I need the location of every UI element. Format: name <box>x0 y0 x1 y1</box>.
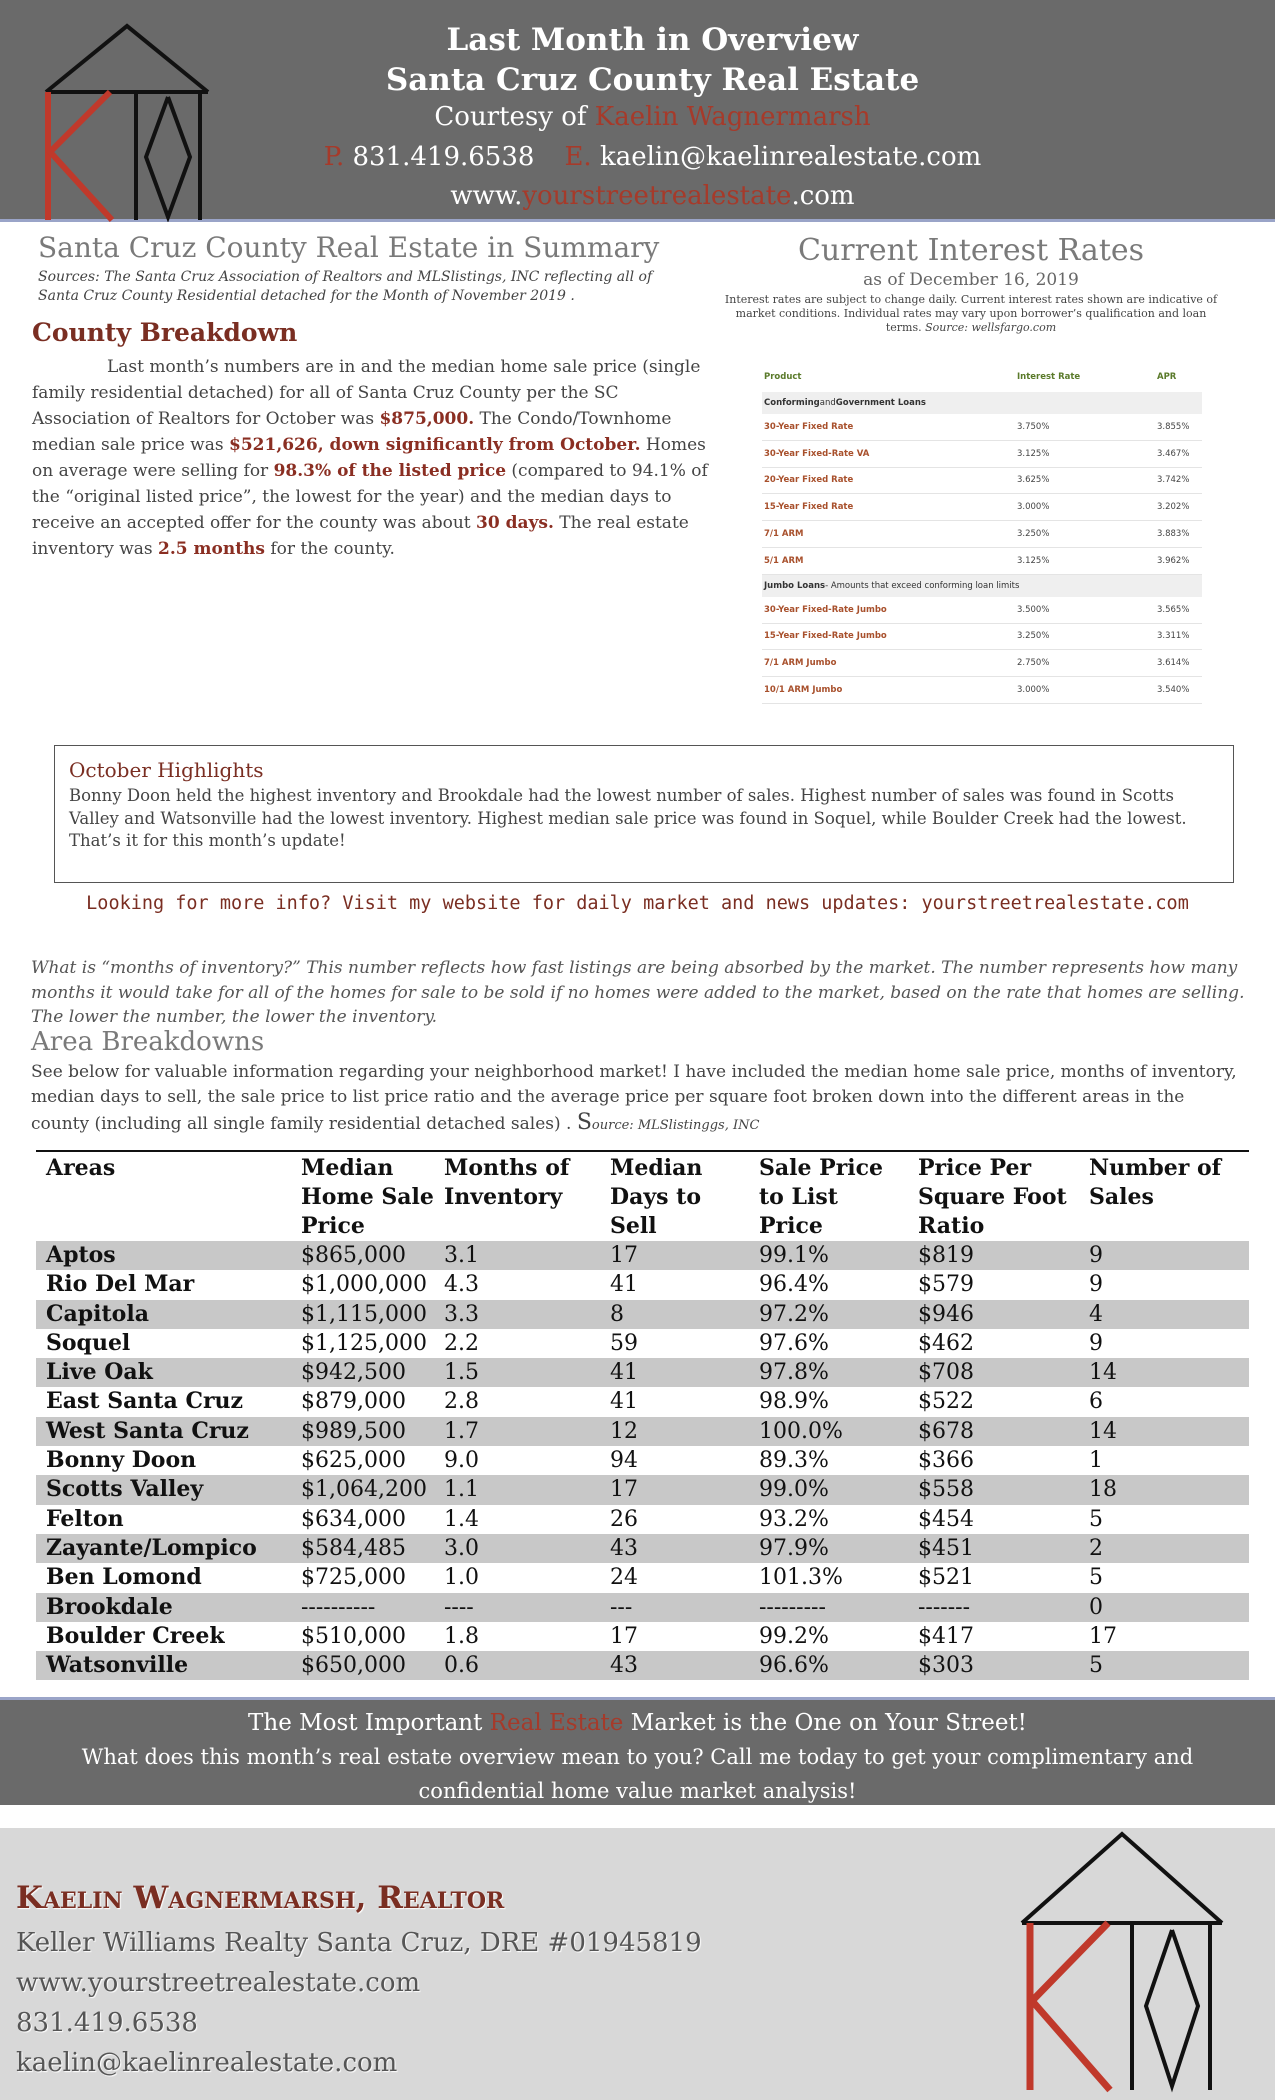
months-inventory: 1.0 <box>444 1565 479 1591</box>
table-row <box>36 1475 1249 1504</box>
highlights-title: October Highlights <box>69 758 264 782</box>
median-days: 59 <box>610 1330 638 1356</box>
rate-product: 5/1 ARM <box>764 555 804 566</box>
col-price-per-sqft: Price Per Square Foot Ratio <box>918 1155 1067 1239</box>
table-row <box>36 1300 1249 1329</box>
sale-to-list: 97.8% <box>749 1358 908 1387</box>
sale-to-list: 89.3% <box>759 1448 829 1474</box>
table-header-row <box>36 1152 1249 1241</box>
months-inventory: ---- <box>434 1593 600 1622</box>
summary-sources: Sources: The Santa Cruz Association of Realtors and MLSlistings, INC reflecting all of Santa Cruz County Residential detached for the Month of November 2019 . <box>38 269 653 304</box>
area-name: Watsonville <box>36 1651 291 1680</box>
median-price: $650,000 <box>291 1651 434 1680</box>
rate-row <box>762 521 1202 548</box>
rate-row <box>762 624 1202 651</box>
area-breakdown-table <box>36 1152 1249 1680</box>
rates-section1-rows <box>762 414 1202 575</box>
rate-apr: 3.540% <box>1157 685 1190 696</box>
footer-name: Kaelin Wagnermarsh, Realtor <box>16 1880 505 1916</box>
inventory-note: What is “months of inventory?” This number reflects how fast listings are being absorbed by the market. The number represents how many months it would take for all of the homes for sale to be sold if no homes were added to the market, based on the rate that homes are selling. The lower the number, the lower the inventory. <box>31 958 1245 1027</box>
area-name: Brookdale <box>36 1593 291 1622</box>
rates-as-of: as of December 16, 2019 <box>863 270 1079 290</box>
rate-product: 7/1 ARM <box>764 529 804 540</box>
median-price: $1,064,200 <box>291 1475 434 1504</box>
footer-brokerage: Keller Williams Realty Santa Cruz, DRE #01945819 <box>16 1928 702 1958</box>
median-price: $510,000 <box>301 1623 406 1649</box>
median-price: $1,115,000 <box>291 1300 434 1329</box>
months-inventory: 3.3 <box>434 1300 600 1329</box>
rates-section-jumbo: Jumbo Loans - Amounts that exceed conforming loan limits <box>762 575 1202 597</box>
median-price: ---------- <box>291 1593 434 1622</box>
rate-product: 20-Year Fixed Rate <box>764 475 854 486</box>
months-inventory: 1.7 <box>434 1417 600 1446</box>
number-sales: 1 <box>1089 1448 1103 1474</box>
price-per-sqft: $819 <box>908 1241 1079 1270</box>
area-name: Aptos <box>36 1241 291 1270</box>
median-price: $865,000 <box>291 1241 434 1270</box>
rate-product: 30-Year Fixed Rate <box>764 421 854 432</box>
price-per-sqft: $451 <box>908 1534 1079 1563</box>
median-price: $989,500 <box>291 1417 434 1446</box>
months-inventory: 3.0 <box>434 1534 600 1563</box>
header-title-1: Last Month in Overview <box>446 22 859 58</box>
web-suffix: .com <box>791 181 855 211</box>
median-days: 24 <box>610 1565 638 1591</box>
rate-product: 10/1 ARM Jumbo <box>764 685 843 696</box>
rates-section2-rows <box>762 597 1202 704</box>
rate-row <box>762 468 1202 495</box>
header-title-2: Santa Cruz County Real Estate <box>385 62 920 98</box>
rate-apr: 3.614% <box>1157 658 1190 669</box>
price-per-sqft: $558 <box>908 1475 1079 1504</box>
highlights-body: Bonny Doon held the highest inventory and Brookdale had the lowest number of sales. Highest number of sales was found in Scotts Valley and Watsonville had the lowest inventory. Highest median sale price was found in Soquel, while Boulder Creek had the lowest. That’s it for this month’s update! <box>69 786 1187 850</box>
rates-source: Source: wellsfargo.com <box>925 321 1057 334</box>
table-row <box>36 1446 1249 1475</box>
area-table-body <box>36 1241 1249 1680</box>
footer-contact-card <box>0 1828 1275 2100</box>
months-inventory: 1.1 <box>434 1475 600 1504</box>
rate-value: 2.750% <box>1017 658 1050 669</box>
areas-intro: See below for valuable information regarding your neighborhood market! I have included the median home sale price, months of inventory, median days to sell, the sale price to list price ratio and the average price per square foot broken down into the different areas in the county (including all single family residential detached sales) . Source: MLSlistinggs, INC <box>31 1062 1237 1135</box>
header-phone: 831.419.6538 <box>344 142 535 172</box>
median-days: 17 <box>600 1475 749 1504</box>
rates-disclaimer: Interest rates are subject to change daily. Current interest rates shown are indicative of market conditions. Individual rates may vary upon borrower’s qualification and loan terms. Source: wellsfargo.com <box>724 293 1218 334</box>
area-name: Soquel <box>46 1329 131 1356</box>
rate-apr: 3.311% <box>1157 631 1190 642</box>
area-name: Capitola <box>36 1300 291 1329</box>
sale-to-list: 97.2% <box>749 1300 908 1329</box>
days-highlight: 30 days. <box>476 513 554 533</box>
sale-to-list: 100.0% <box>749 1417 908 1446</box>
number-sales: 14 <box>1079 1417 1249 1446</box>
rates-title: Current Interest Rates <box>797 233 1145 268</box>
table-row <box>36 1505 1249 1534</box>
median-days: 94 <box>610 1448 638 1474</box>
number-sales: 5 <box>1089 1506 1103 1532</box>
rate-apr: 3.202% <box>1157 502 1190 513</box>
more-info-link[interactable]: Looking for more info? Visit my website for daily market and news updates: yourstreetrealestate.com <box>86 893 1189 914</box>
median-price: $942,500 <box>291 1358 434 1387</box>
median-days: 8 <box>600 1300 749 1329</box>
rates-table <box>762 362 1202 704</box>
area-name: Live Oak <box>36 1358 291 1387</box>
sale-to-list: 99.1% <box>749 1241 908 1270</box>
sale-to-list: 96.6% <box>749 1651 908 1680</box>
sale-to-list: 101.3% <box>759 1565 843 1591</box>
sale-to-list: --------- <box>749 1593 908 1622</box>
median-days: 43 <box>600 1534 749 1563</box>
rate-row <box>762 494 1202 521</box>
sale-to-list: 99.0% <box>749 1475 908 1504</box>
area-name: Bonny Doon <box>46 1447 197 1474</box>
table-row <box>36 1622 1249 1651</box>
courtesy-name: Kaelin Wagnermarsh <box>594 102 871 132</box>
number-sales: 18 <box>1079 1475 1249 1504</box>
list-price-highlight: 98.3% of the listed price <box>273 461 507 481</box>
area-name: Rio Del Mar <box>46 1271 195 1298</box>
kw-house-logo-footer <box>1020 1828 1225 2093</box>
rate-product: 15-Year Fixed Rate <box>764 502 854 513</box>
number-sales: 5 <box>1089 1565 1103 1591</box>
price-per-sqft: $521 <box>918 1565 974 1591</box>
price-per-sqft: $708 <box>908 1358 1079 1387</box>
price-per-sqft: $579 <box>918 1272 974 1298</box>
rate-value: 3.000% <box>1017 502 1050 513</box>
col-apr: APR <box>1157 372 1177 382</box>
median-days: 41 <box>610 1389 638 1415</box>
county-breakdown-title: County Breakdown <box>32 318 298 347</box>
phone-label: P. <box>323 142 345 172</box>
price-per-sqft: $522 <box>918 1389 974 1415</box>
area-name: Zayante/Lompico <box>36 1534 291 1563</box>
col-median-price: Median Home Sale Price <box>301 1155 434 1239</box>
area-name: Scotts Valley <box>36 1475 291 1504</box>
header-email[interactable]: kaelin@kaelinrealestate.com <box>591 142 982 172</box>
median-days: 12 <box>600 1417 749 1446</box>
median-price: $634,000 <box>301 1506 406 1532</box>
rate-row <box>762 414 1202 441</box>
number-sales: 0 <box>1079 1593 1249 1622</box>
inventory-highlight: 2.5 months <box>158 539 265 559</box>
rate-apr: 3.962% <box>1157 555 1190 566</box>
months-inventory: 3.1 <box>434 1241 600 1270</box>
number-sales: 9 <box>1079 1241 1249 1270</box>
rates-header-row <box>762 362 1202 392</box>
sale-to-list: 98.9% <box>759 1389 829 1415</box>
median-price: $879,000 <box>301 1389 406 1415</box>
area-name: Ben Lomond <box>46 1564 202 1591</box>
courtesy-prefix: Courtesy of <box>434 102 595 132</box>
number-sales: 17 <box>1089 1623 1117 1649</box>
number-sales: 4 <box>1079 1300 1249 1329</box>
price-per-sqft: $946 <box>908 1300 1079 1329</box>
areas-title: Area Breakdowns <box>31 1027 265 1057</box>
table-row <box>36 1241 1249 1270</box>
rate-value: 3.125% <box>1017 555 1050 566</box>
rate-apr: 3.742% <box>1157 475 1190 486</box>
rate-product: 30-Year Fixed-Rate Jumbo <box>764 604 887 615</box>
county-breakdown-text: Last month’s numbers are in and the median home sale price (single family residential detached) for all of Santa Cruz County per the SC Association of Realtors for October was $875,000. The Condo/Townhome median sale price was $521,626, down significantly from October. Homes on average were selling for 98.3% of the listed price (compared to 94.1% of the “original listed price”, the lowest for the year) and the median days to receive an accepted offer for the county was about 30 days. The real estate inventory was 2.5 months for the county. <box>32 357 708 559</box>
area-name: Felton <box>46 1505 124 1532</box>
median-days: 41 <box>600 1358 749 1387</box>
median-price: $1,125,000 <box>301 1330 427 1356</box>
months-inventory: 9.0 <box>444 1448 479 1474</box>
rate-value: 3.750% <box>1017 421 1050 432</box>
area-name: Boulder Creek <box>46 1622 225 1649</box>
table-row <box>36 1593 1249 1622</box>
months-inventory: 2.2 <box>444 1330 479 1356</box>
footer-website[interactable]: www.yourstreetrealestate.com <box>16 1968 421 1998</box>
footer-phone[interactable]: 831.419.6538 <box>16 2008 198 2038</box>
price-per-sqft: $462 <box>918 1330 974 1356</box>
table-row <box>36 1387 1249 1416</box>
table-row <box>36 1534 1249 1563</box>
col-product: Product <box>764 372 802 382</box>
median-days: 41 <box>610 1272 638 1298</box>
col-months-inventory: Months of Inventory <box>444 1155 570 1210</box>
price-per-sqft: $678 <box>908 1417 1079 1446</box>
median-days: 43 <box>600 1651 749 1680</box>
median-days: 26 <box>610 1506 638 1532</box>
col-number-sales: Number of Sales <box>1089 1155 1222 1210</box>
rate-value: 3.250% <box>1017 529 1050 540</box>
summary-title: Santa Cruz County Real Estate in Summary <box>38 231 660 264</box>
rate-apr: 3.855% <box>1157 421 1190 432</box>
rate-apr: 3.565% <box>1157 604 1190 615</box>
number-sales: 9 <box>1089 1330 1103 1356</box>
table-row <box>36 1417 1249 1446</box>
months-inventory: 1.8 <box>444 1623 479 1649</box>
rate-row <box>762 548 1202 575</box>
number-sales: 5 <box>1079 1651 1249 1680</box>
rates-section-conforming: Conforming and Government Loans <box>762 392 1202 414</box>
median-days: 17 <box>610 1623 638 1649</box>
price-per-sqft: $303 <box>908 1651 1079 1680</box>
rate-row <box>762 597 1202 624</box>
sale-to-list: 99.2% <box>759 1623 829 1649</box>
number-sales: 14 <box>1079 1358 1249 1387</box>
price-per-sqft: $366 <box>918 1448 974 1474</box>
cta-band <box>0 1697 1275 1805</box>
web-name: yourstreetrealestate <box>522 181 792 211</box>
rate-row <box>762 441 1202 468</box>
sale-to-list: 97.6% <box>759 1330 829 1356</box>
october-highlights-box <box>54 745 1234 883</box>
median-price: $625,000 <box>301 1448 406 1474</box>
cta-line-1: The Most Important Real Estate Market is the One on Your Street! <box>248 1710 1027 1736</box>
median-price: $584,485 <box>291 1534 434 1563</box>
table-row <box>36 1329 1249 1358</box>
rate-apr: 3.883% <box>1157 529 1190 540</box>
header-banner <box>0 0 1275 222</box>
rate-value: 3.500% <box>1017 604 1050 615</box>
area-name: West Santa Cruz <box>36 1417 291 1446</box>
median-price-highlight: $875,000. <box>379 409 475 429</box>
price-per-sqft: ------- <box>908 1593 1079 1622</box>
table-row <box>36 1651 1249 1680</box>
cta-line-2: What does this month’s real estate overview mean to you? Call me today to get your complimentary and confidential home value market analysis! <box>81 1745 1194 1803</box>
months-inventory: 4.3 <box>444 1272 479 1298</box>
col-rate: Interest Rate <box>1017 372 1081 382</box>
months-inventory: 2.8 <box>444 1389 479 1415</box>
table-row <box>36 1358 1249 1387</box>
areas-source: ource: MLSlistinggs, INC <box>591 1118 760 1133</box>
col-median-days: Median Days to Sell <box>610 1155 703 1239</box>
number-sales: 2 <box>1079 1534 1249 1563</box>
col-sale-to-list: Sale Price to List Price <box>759 1155 884 1239</box>
median-days: --- <box>600 1593 749 1622</box>
rate-product: 15-Year Fixed-Rate Jumbo <box>764 631 887 642</box>
email-label: E. <box>564 142 592 172</box>
median-days: 17 <box>600 1241 749 1270</box>
rate-row <box>762 677 1202 704</box>
sale-to-list: 93.2% <box>759 1506 829 1532</box>
median-price: $1,000,000 <box>301 1272 427 1298</box>
footer-email[interactable]: kaelin@kaelinrealestate.com <box>16 2048 398 2078</box>
table-row <box>36 1563 1249 1592</box>
rate-value: 3.250% <box>1017 631 1050 642</box>
months-inventory: 0.6 <box>434 1651 600 1680</box>
number-sales: 9 <box>1089 1272 1103 1298</box>
col-areas: Areas <box>46 1155 116 1181</box>
rate-apr: 3.467% <box>1157 448 1190 459</box>
median-price: $725,000 <box>301 1565 406 1591</box>
price-per-sqft: $417 <box>918 1623 974 1649</box>
months-inventory: 1.4 <box>444 1506 479 1532</box>
rate-value: 3.000% <box>1017 685 1050 696</box>
sale-to-list: 96.4% <box>759 1272 829 1298</box>
number-sales: 6 <box>1089 1389 1103 1415</box>
rate-product: 30-Year Fixed-Rate VA <box>764 448 870 459</box>
web-prefix: www. <box>450 181 523 211</box>
header-courtesy <box>300 102 1005 132</box>
rate-value: 3.125% <box>1017 448 1050 459</box>
header-contact <box>300 142 1005 172</box>
header-website[interactable] <box>300 181 1005 211</box>
months-inventory: 1.5 <box>434 1358 600 1387</box>
rate-product: 7/1 ARM Jumbo <box>764 658 837 669</box>
sale-to-list: 97.9% <box>749 1534 908 1563</box>
rate-row <box>762 650 1202 677</box>
kw-house-logo <box>40 22 215 222</box>
price-per-sqft: $454 <box>918 1506 974 1532</box>
table-row <box>36 1270 1249 1299</box>
area-name: East Santa Cruz <box>46 1388 244 1415</box>
rate-value: 3.625% <box>1017 475 1050 486</box>
condo-price-highlight: $521,626, down significantly from October. <box>229 435 641 455</box>
